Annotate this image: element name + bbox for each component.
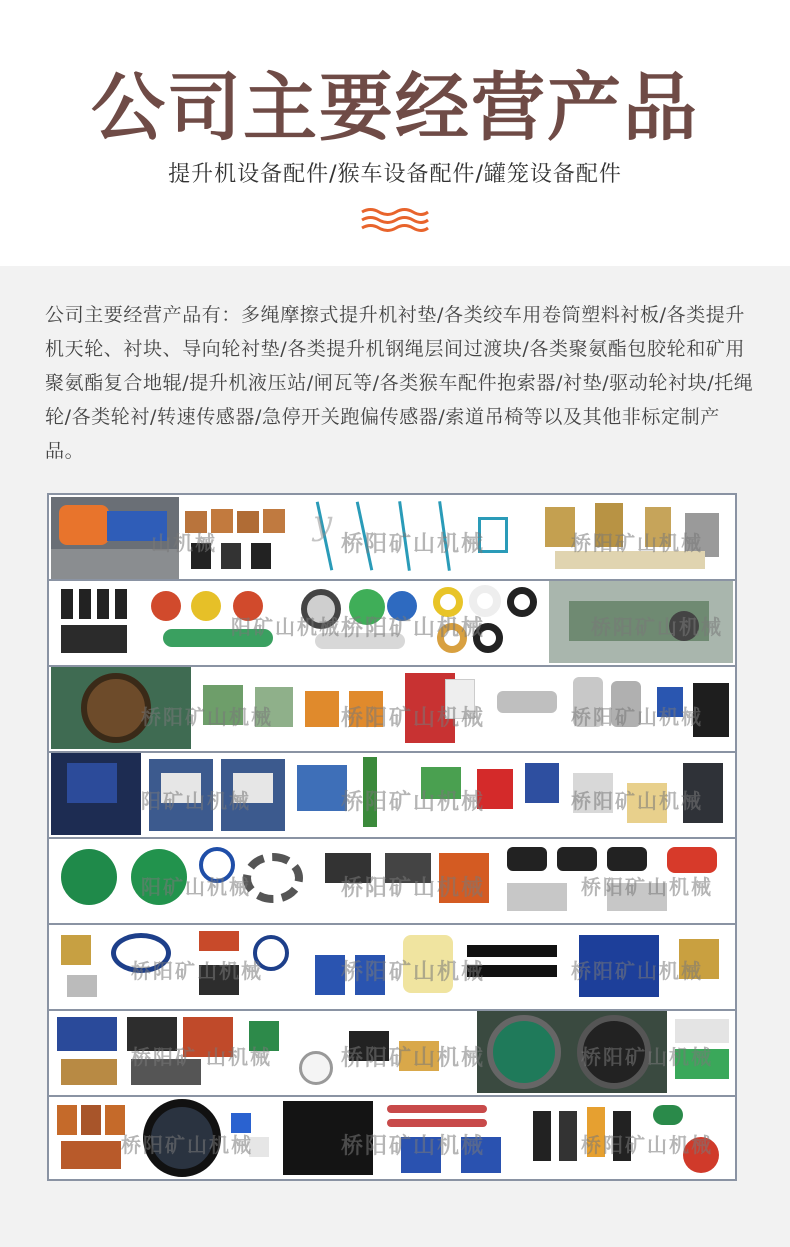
watermark-text: 桥阳矿山机械 bbox=[341, 532, 486, 557]
gallery-row-2: 阳矿山机械 桥阳矿山机械 桥阳矿山机械 bbox=[51, 581, 733, 663]
gallery-row-6: 桥阳矿山机械 桥阳矿山机械 桥阳矿山机械 bbox=[51, 925, 733, 1007]
gallery-row-8: 桥阳矿山机械 桥阳矿山机械 桥阳矿山机械 bbox=[51, 1097, 733, 1179]
gallery-row-1: y 桥阳矿山机械 山机械 桥阳矿山机械 bbox=[51, 497, 733, 579]
page-subtitle: 提升机设备配件/猴车设备配件/罐笼设备配件 bbox=[168, 162, 622, 187]
gallery-row-5: 阳矿山机械 桥阳矿山机械 桥阳矿山机械 bbox=[51, 839, 733, 921]
wave-decoration-icon bbox=[360, 207, 430, 235]
intro-paragraph: 公司主要经营产品有：多绳摩擦式提升机衬垫/各类绞车用卷筒塑料衬板/各类提升机天轮、衬块、导向轮衬垫/各类提升机钢绳层间过渡块/各类聚氨酯包胶轮和矿用聚氨酯复合地辊/提升机液压站/闸瓦等/各类猴车配件抱索器/衬垫/驱动轮衬块/托绳轮/各类轮衬/转速传感器/急停开关跑偏传感器/索道吊椅等以及其他非标定制产品。 bbox=[45, 304, 754, 462]
transition-block-image bbox=[51, 581, 141, 663]
page-title: 公司主要经营产品 bbox=[91, 65, 699, 151]
gallery-row-7: 桥阳矿 山机械 桥阳矿山机械 桥阳矿山机械 bbox=[51, 1011, 733, 1093]
header-section bbox=[0, 0, 790, 266]
gallery-row-3: 桥阳矿山机械 桥阳矿山机械 桥阳矿山机械 bbox=[51, 667, 733, 749]
product-gallery bbox=[47, 493, 737, 1181]
gallery-row-4: 阳矿山机械 桥阳矿山机械 桥阳矿山机械 bbox=[51, 753, 733, 835]
control-box-image bbox=[51, 753, 141, 835]
